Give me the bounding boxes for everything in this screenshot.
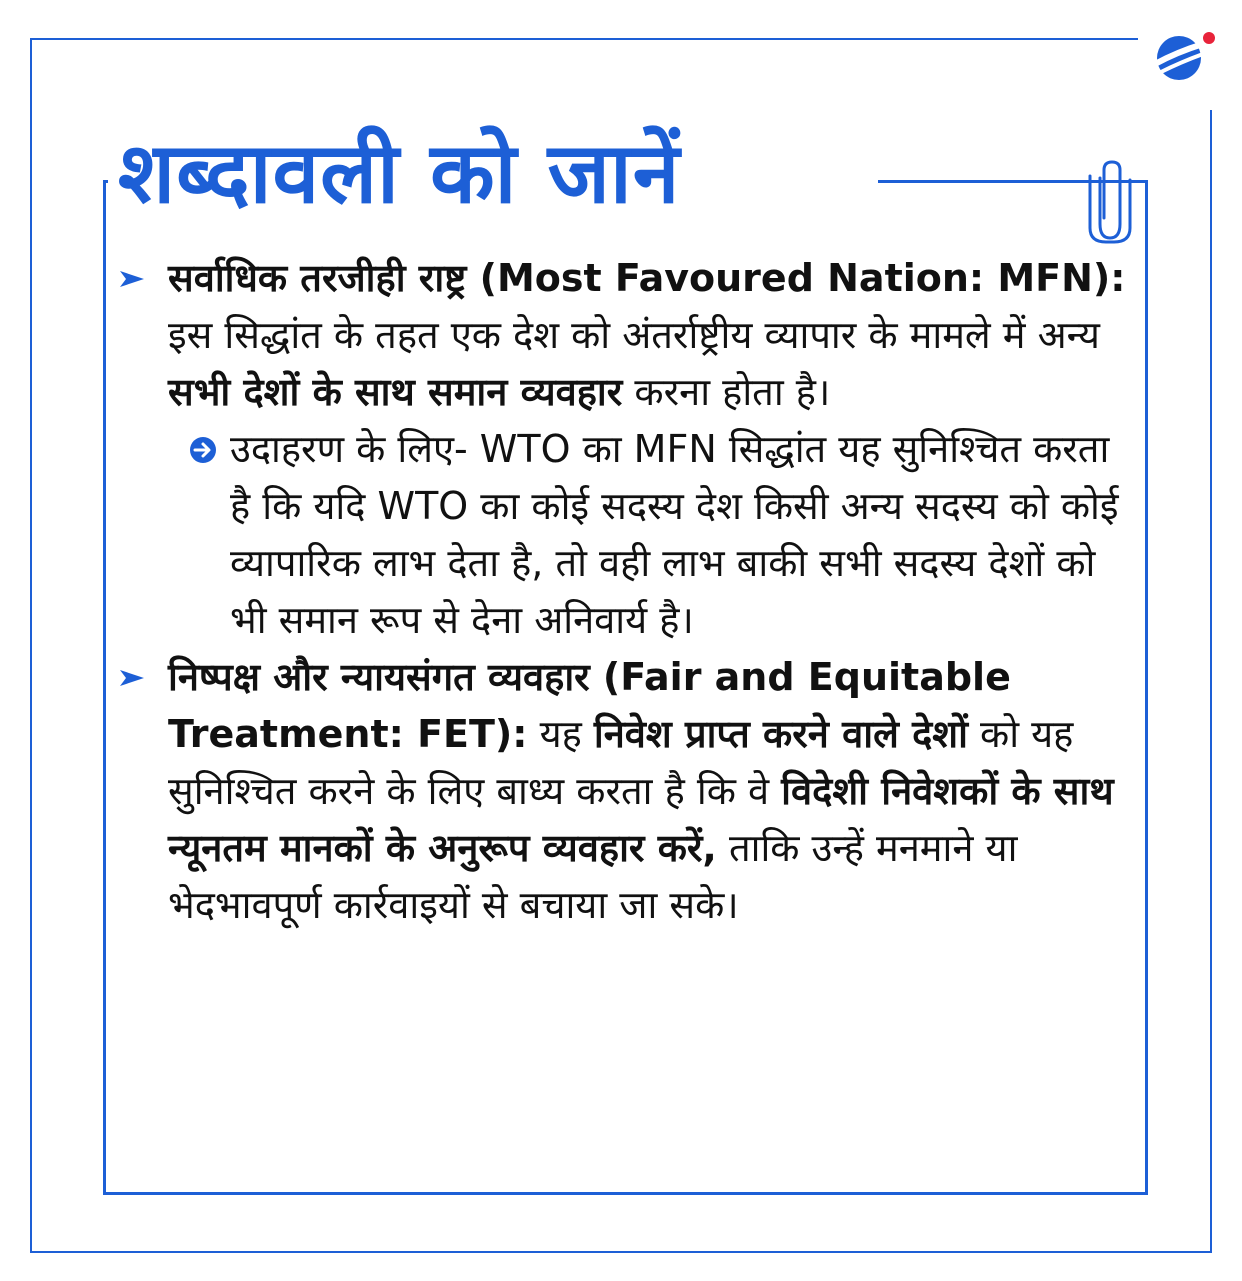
sub-item-example bbox=[118, 421, 1128, 649]
page-title: शब्दावली को जानें bbox=[118, 124, 681, 222]
definition-text: करना होता है। bbox=[622, 370, 831, 414]
circle-arrow-icon bbox=[188, 435, 218, 465]
definition-text: को यह सुनिश्चित करने के लिए बाध्य करता है कि वे bbox=[168, 712, 1074, 813]
glossary-list bbox=[118, 250, 1128, 934]
definition-bold: विदेशी निवेशकों के साथ न्यूनतम मानकों के अनुरूप व्यवहार करें, bbox=[168, 769, 1114, 870]
definition-bold: निवेश प्राप्त करने वाले देशों bbox=[593, 712, 968, 756]
example-text: उदाहरण के लिए- WTO का MFN सिद्धांत यह सुनिश्चित करता है कि यदि WTO का कोई सदस्य देश किसी अन्य सदस्य को कोई व्यापारिक लाभ देता है, तो वही लाभ बाकी सभी सदस्य देशों को भी समान रूप से देना अनिवार्य है। bbox=[230, 427, 1119, 642]
definition-text: इस सिद्धांत के तहत एक देश को अंतर्राष्ट्रीय व्यापार के मामले में अन्य bbox=[168, 313, 1100, 357]
term-fet: निष्पक्ष और न्यायसंगत व्यवहार (Fair and Equitable Treatment: FET): bbox=[168, 655, 1011, 756]
list-item-fet bbox=[118, 649, 1128, 934]
triangle-arrow-icon bbox=[118, 668, 146, 688]
definition-text: यह bbox=[527, 712, 594, 756]
list-item-mfn bbox=[118, 250, 1128, 421]
definition-bold: सभी देशों के साथ समान व्यवहार bbox=[168, 370, 623, 414]
paperclip-icon bbox=[1086, 158, 1134, 244]
triangle-arrow-icon bbox=[118, 269, 146, 289]
definition-text: ताकि उन्हें मनमाने या भेदभावपूर्ण कार्रवाइयों से बचाया जा सके। bbox=[168, 826, 1018, 927]
brand-logo-icon bbox=[1147, 24, 1227, 84]
term-mfn: सर्वाधिक तरजीही राष्ट्र (Most Favoured Nation: MFN): bbox=[168, 256, 1126, 300]
